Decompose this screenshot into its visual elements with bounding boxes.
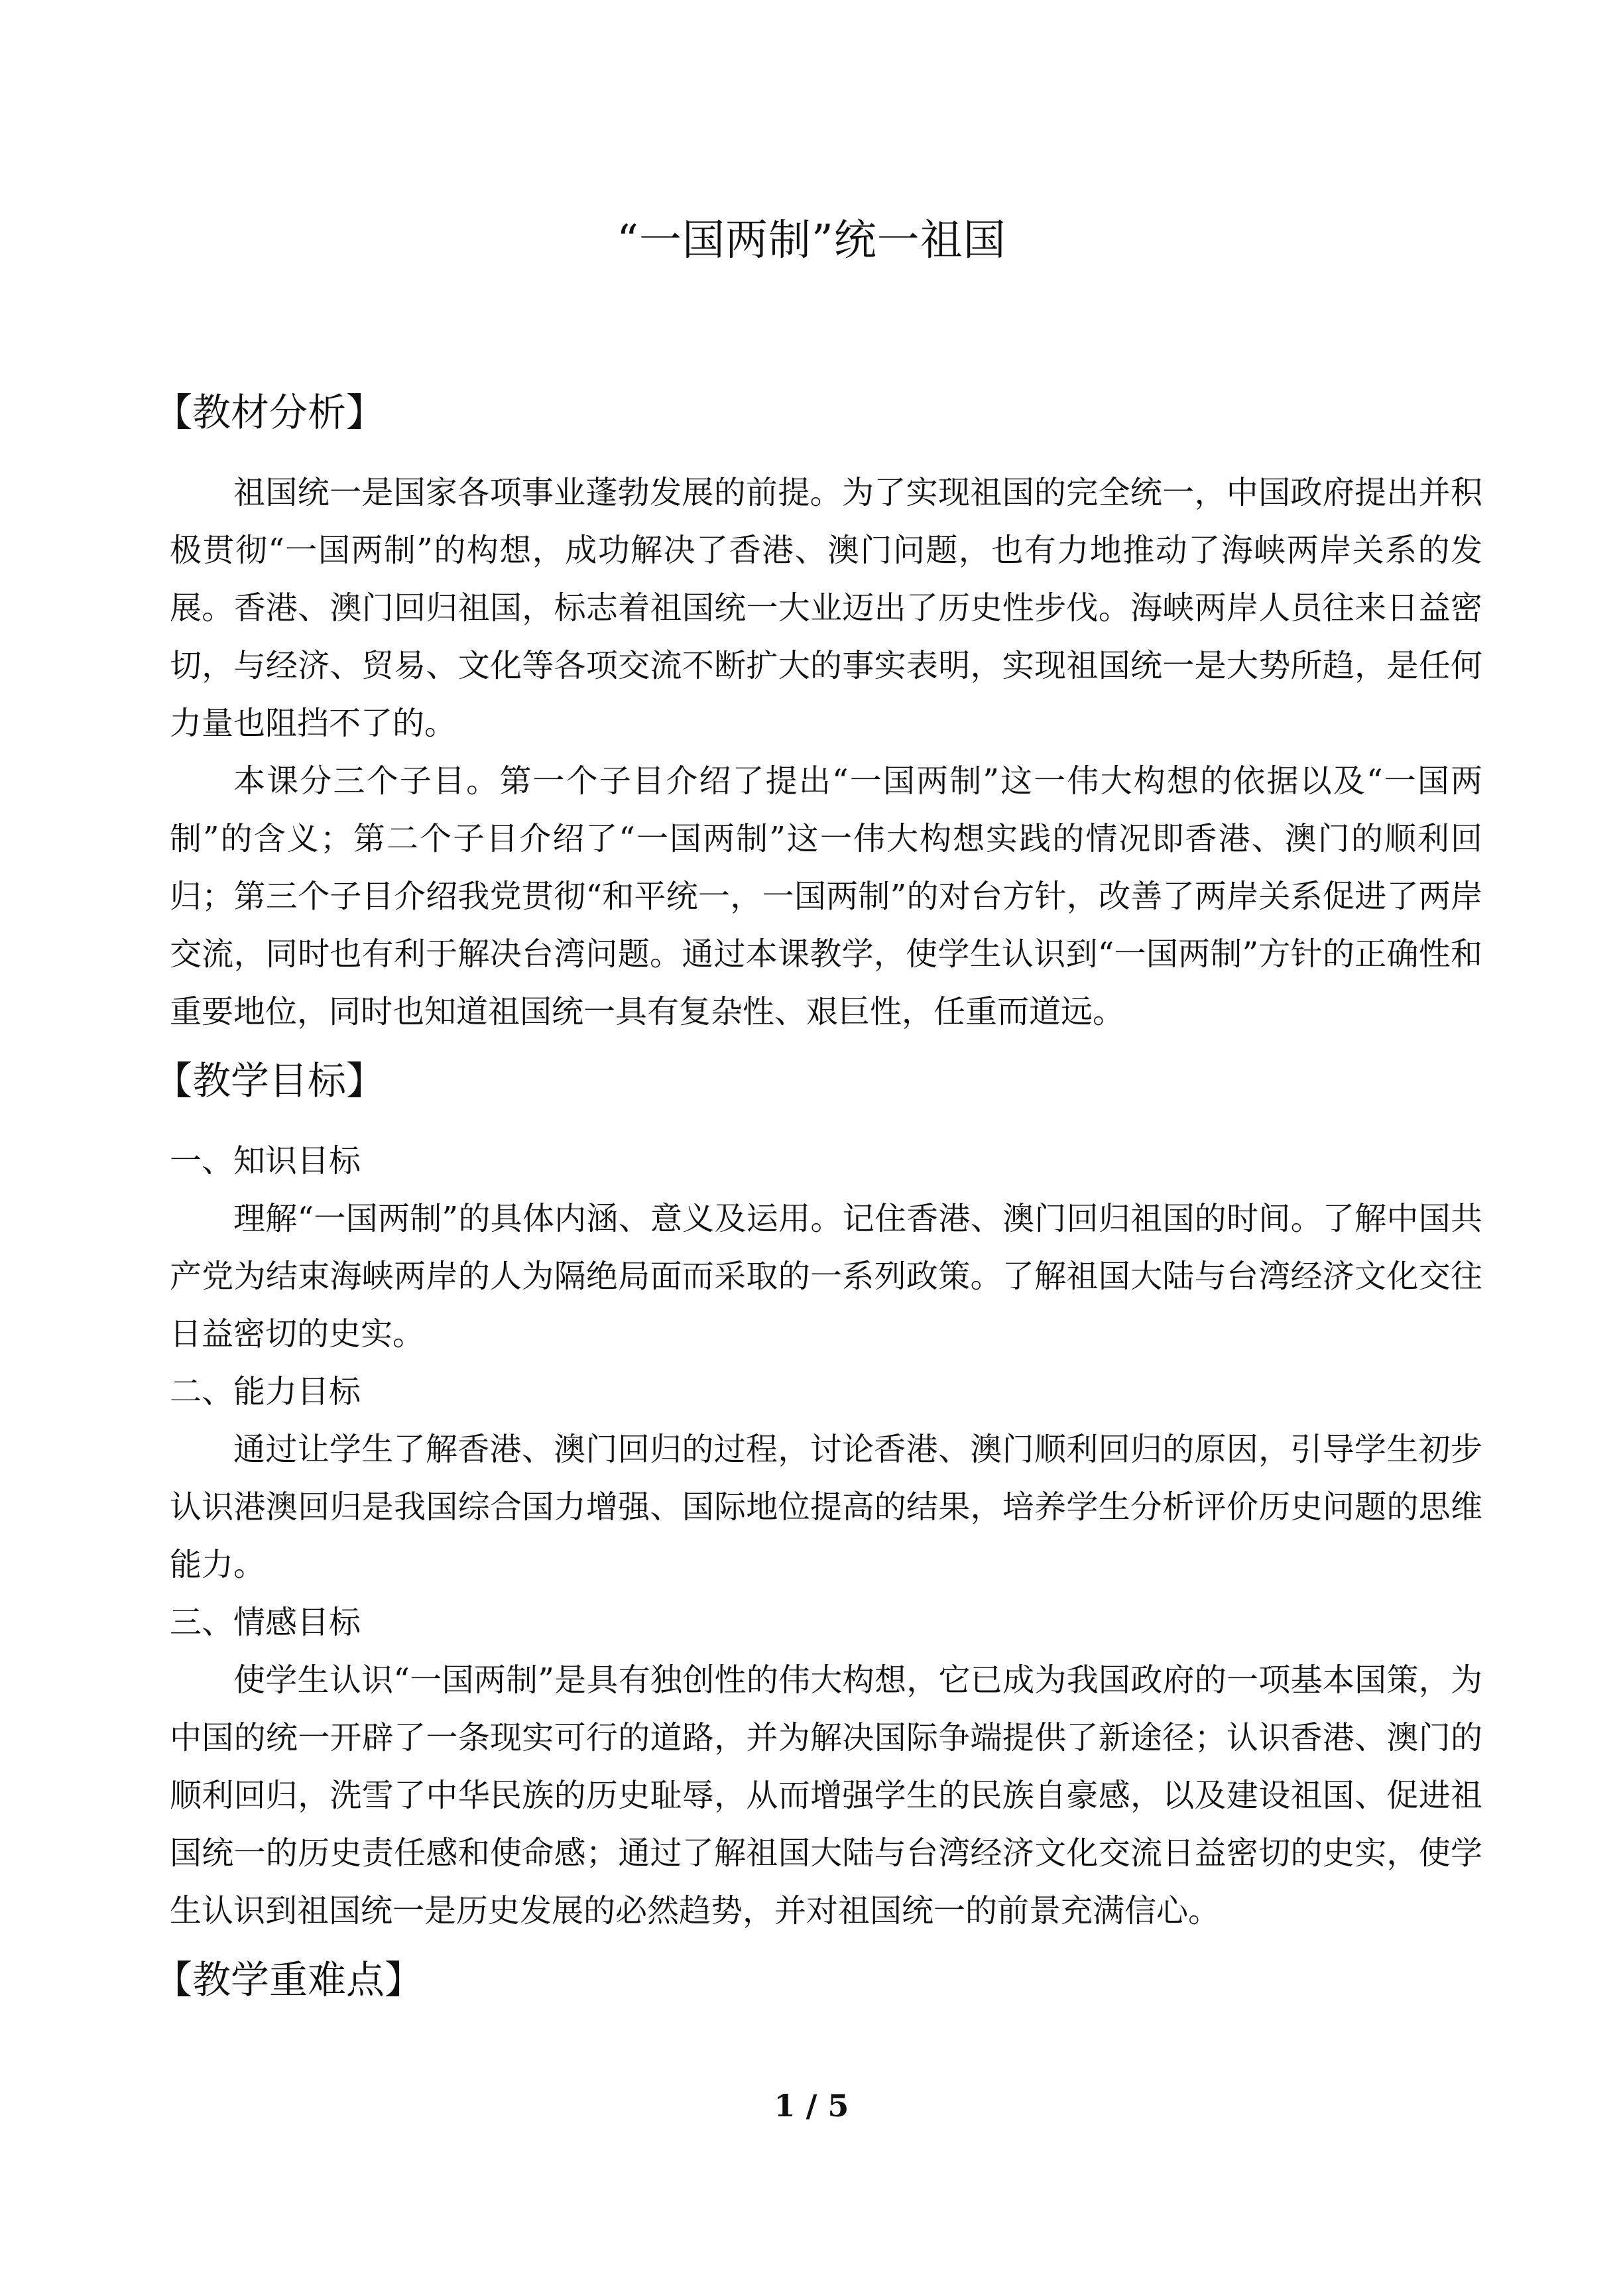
analysis-paragraph-1: 祖国统一是国家各项事业蓬勃发展的前提。为了实现祖国的完全统一，中国政府提出并积极贯彻“一国两制”的构想，成功解决了香港、澳门问题，也有力地推动了海峡两岸关系的发展。香港、澳门回归祖国，标志着祖国统一大业迈出了历史性步伐。海峡两岸人员往来日益密切，与经济、贸易、文化等各项交流不断扩大的事实表明，实现祖国统一是大势所趋，是任何力量也阻挡不了的。 xyxy=(170,474,1482,742)
page-number: 1 / 5 xyxy=(774,2088,849,2124)
ability-goal-heading: 二、能力目标 xyxy=(170,1373,361,1410)
section-heading-difficulty: 【教学重难点】 xyxy=(154,1957,424,2002)
document-title: “一国两制”统一祖国 xyxy=(617,216,1006,265)
ability-goal-text: 通过让学生了解香港、澳门回归的过程，讨论香港、澳门顺利回归的原因，引导学生初步认识港澳回归是我国综合国力增强、国际地位提高的结果，培养学生分析评价历史问题的思维能力。 xyxy=(170,1431,1482,1583)
knowledge-goal-heading: 一、知识目标 xyxy=(170,1142,361,1179)
section-heading-goals: 【教学目标】 xyxy=(154,1058,385,1103)
emotion-goal-heading: 三、情感目标 xyxy=(170,1604,361,1641)
document-body xyxy=(154,385,1482,2031)
spacer xyxy=(170,1041,1482,1053)
knowledge-goal-text: 理解“一国两制”的具体内涵、意义及运用。记住香港、澳门回归祖国的时间。了解中国共产党为结束海峡两岸的人为隔绝局面而采取的一系列政策。了解祖国大陆与台湾经济文化交往日益密切的史实。 xyxy=(170,1200,1482,1353)
emotion-goal-text: 使学生认识“一国两制”是具有独创性的伟大构想，它已成为我国政府的一项基本国策，为中国的统一开辟了一条现实可行的道路，并为解决国际争端提供了新途径；认识香港、澳门的顺利回归，洗雪了中华民族的历史耻辱，从而增强学生的民族自豪感，以及建设祖国、促进祖国统一的历史责任感和使命感；通过了解祖国大陆与台湾经济文化交流日益密切的史实，使学生认识到祖国统一是历史发展的必然趋势，并对祖国统一的前景充满信心。 xyxy=(170,1662,1482,1929)
section-heading-analysis: 【教材分析】 xyxy=(154,390,385,435)
spacer xyxy=(170,1940,1482,1952)
analysis-paragraph-2: 本课分三个子目。第一个子目介绍了提出“一国两制”这一伟大构想的依据以及“一国两制”的含义；第二个子目介绍了“一国两制”这一伟大构想实践的情况即香港、澳门的顺利回归；第三个子目介绍我党贯彻“和平统一，一国两制”的对台方针，改善了两岸关系促进了两岸交流，同时也有利于解决台湾问题。通过本课教学，使学生认识到“一国两制”方针的正确性和重要地位，同时也知道祖国统一具有复杂性、艰巨性，任重而道远。 xyxy=(170,762,1482,1030)
